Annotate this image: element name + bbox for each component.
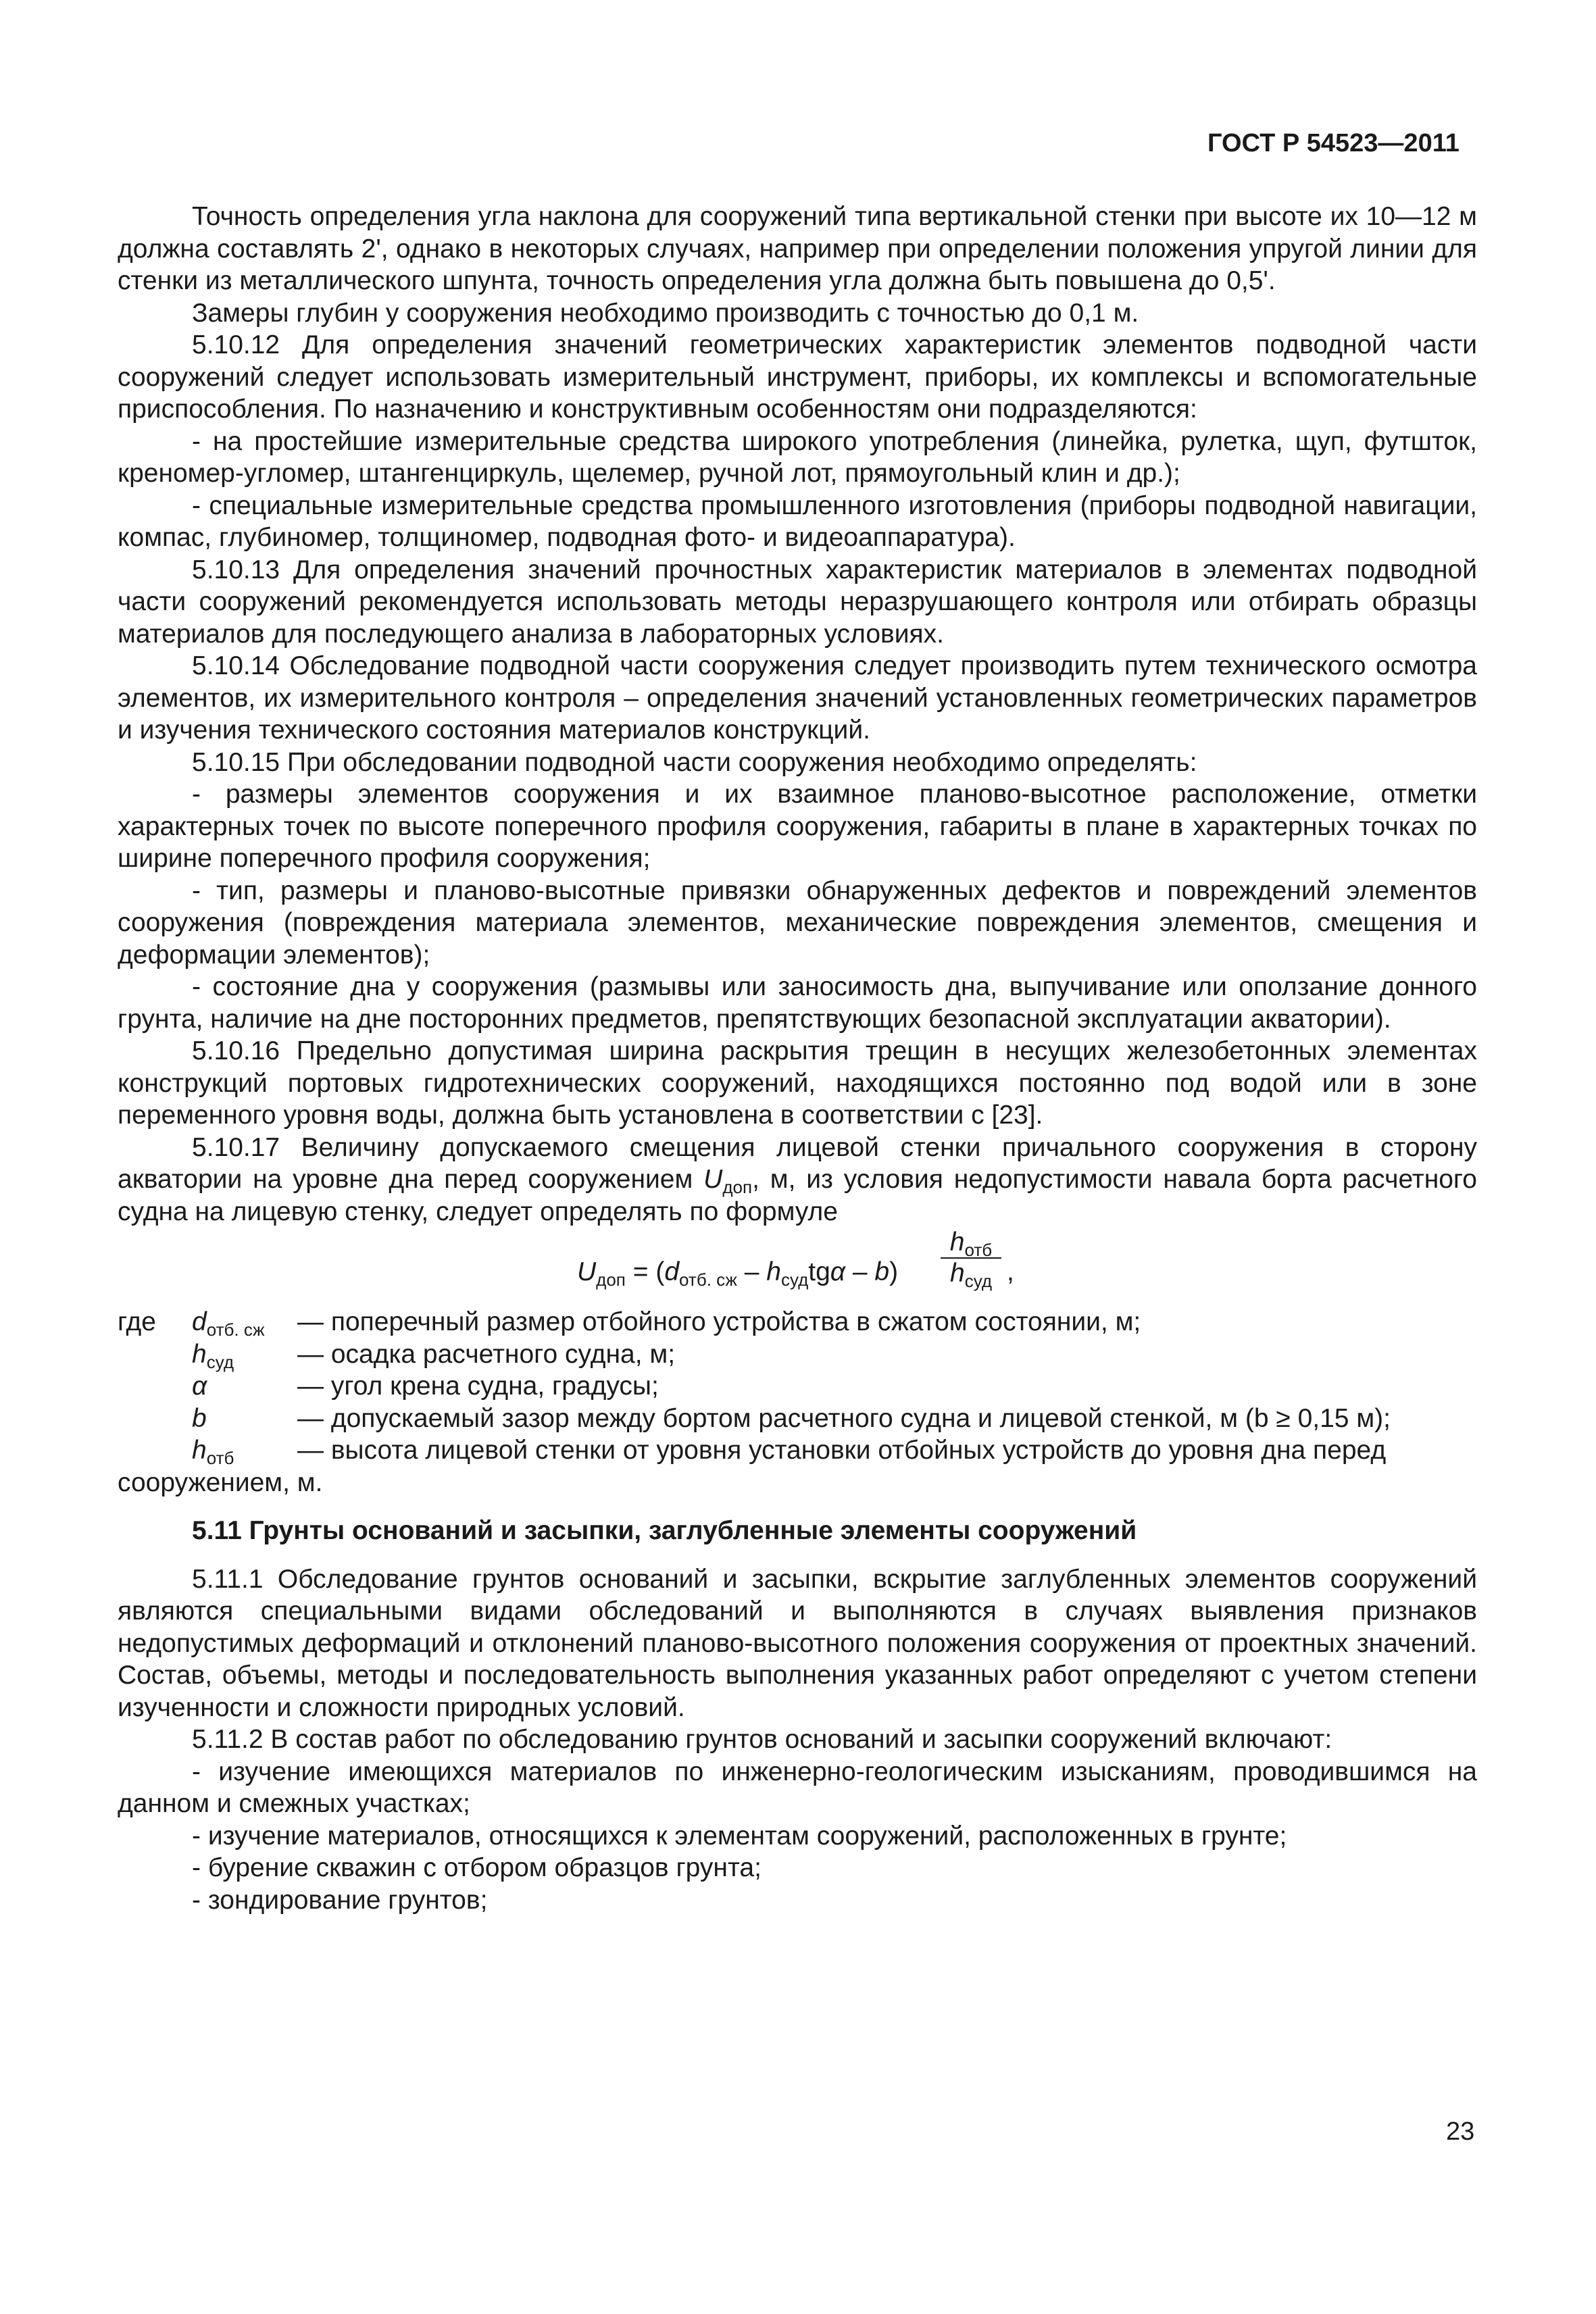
document-header: ГОСТ Р 54523—2011 <box>1207 129 1460 157</box>
where-item: $h_{суд}$ — осадка расчетного судна, м; <box>192 1339 676 1372</box>
section-heading: 5.11 Грунты оснований и засыпки, заглубленные элементы сооружений <box>192 1516 1137 1545</box>
paragraph: Точность определения угла наклона для сооружений типа вертикальной стенки при высоте их 10—12 м должна составлять 2', однако в некоторых случаях, например при определении положения упругой линии для стенки из металлического шпунта, точность определения угла должна быть повышена до 0,5'. <box>118 202 1477 295</box>
where-item: $h_{отб}$ — высота лицевой стенки от уровня установки отбойных устройств до уровня дна перед <box>192 1436 1387 1468</box>
fraction-denominator: $h_{суд}$ <box>949 1259 992 1291</box>
formula-u-dop: $U_{доп} = (d_{отб. сж} - h_{суд}tg\alpha - b)$ $h_{отб}$ $h_{суд}$ , <box>577 1228 1014 1291</box>
paragraph: 5.11.2 В состав работ по обследованию грунтов оснований и засыпки сооружений включают: <box>192 1725 1332 1754</box>
list-item: - изучение имеющихся материалов по инженерно-геологическим изысканиям, проводившимся на данном и смежных участках; <box>118 1757 1477 1818</box>
paragraph: 5.10.14 Обследование подводной части сооружения следует производить путем технического осмотра элементов, их измерительного контроля – определения значений установленных геометрических параметров и изучения технического состояния материалов конструкций. <box>118 651 1477 745</box>
paragraph: Замеры глубин у сооружения необходимо производить с точностью до 0,1 м. <box>192 298 1139 328</box>
list-item: - бурение скважин с отбором образцов грунта; <box>192 1853 762 1882</box>
list-item: - изучение материалов, относящихся к элементам сооружений, расположенных в грунте; <box>192 1821 1287 1851</box>
paragraph: 5.10.12 Для определения значений геометрических характеристик элементов подводной части сооружений следует использовать измерительный инструмент, приборы, их комплексы и вспомогательные приспособления. По назначению и конструктивным особенностям они подразделяются: <box>118 330 1477 424</box>
page-number: 23 <box>1446 2117 1475 2146</box>
paragraph: 5.10.15 При обследовании подводной части сооружения необходимо определять: <box>192 747 1197 777</box>
paragraph: 5.10.13 Для определения значений прочностных характеристик материалов в элементах подводной части сооружений рекомендуется использовать методы неразрушающего контроля или отбирать образцы материалов для последующего анализа в лабораторных условиях. <box>118 555 1477 649</box>
formula-expression: $U_{доп} = (d_{отб. сж} - h_{суд}tg\alpha - b)$ <box>577 1257 899 1290</box>
list-item: - специальные измерительные средства промышленного изготовления (приборы подводной навигации, компас, глубиномер, толщиномер, подводная фото- и видеоаппаратура). <box>118 491 1477 552</box>
paragraph: 5.10.16 Предельно допустимая ширина раскрытия трещин в несущих железобетонных элементах конструкций портовых гидротехнических сооружений, находящихся постоянно под водой или в зоне переменного уровня воды, должна быть установлена в соответствии с [23]. <box>118 1036 1477 1130</box>
list-item: - тип, размеры и планово-высотные привязки обнаруженных дефектов и повреждений элементов сооружения (повреждения материала элементов, механические повреждения элементов, смещения и деформации элементов); <box>118 876 1477 970</box>
list-item: - зондирование грунтов; <box>192 1885 488 1915</box>
where-item: b — допускаемый зазор между бортом расчетного судна и лицевой стенкой, м (b ≥ 0,15 м); <box>192 1403 1391 1433</box>
where-item: α — угол крена судна, градусы; <box>192 1372 659 1401</box>
fraction-numerator: $h_{отб}$ <box>941 1228 1001 1259</box>
document-body <box>118 201 1477 1916</box>
list-item: - размеры элементов сооружения и их взаимное планово-высотное расположение, отметки характерных точек по высоте поперечного профиля сооружения, габариты в плане в характерных точках по ширине поперечного профиля сооружения; <box>118 780 1477 873</box>
where-item: где $d_{отб. сж}$ — поперечный размер отбойного устройства в сжатом состоянии, м; <box>118 1307 1141 1340</box>
paragraph: 5.11.1 Обследование грунтов оснований и засыпки, вскрытие заглубленных элементов сооружений являются специальными видами обследований и выполняются в случаях выявления признаков недопустимых деформаций и отклонений планово-высотного положения сооружения от проектных значений. Состав, объемы, методы и последовательность выполнения указанных работ определяют с учетом степени изученности и сложности природных условий. <box>118 1564 1477 1722</box>
list-item: - на простейшие измерительные средства широкого употребления (линейка, рулетка, щуп, футшток, креномер-угломер, штангенциркуль, щелемер, ручной лот, прямоугольный клин и др.); <box>118 426 1477 488</box>
formula-fraction <box>941 1228 1001 1291</box>
where-tail: сооружением, м. <box>118 1467 323 1497</box>
paragraph-5-10-17: 5.10.17 Величину допускаемого смещения лицевой стенки причального сооружения в сторону акватории на уровне дна перед сооружением $U_{доп}$, м, из условия недопустимости навала борта расчетного судна на лицевую стенку, следует определять по формуле <box>118 1132 1477 1226</box>
list-item: - состояние дна у сооружения (размывы или заносимость дна, выпучивание или оползание донного грунта, наличие на дне посторонних предметов, препятствующих безопасной эксплуатации акватории). <box>118 972 1477 1034</box>
